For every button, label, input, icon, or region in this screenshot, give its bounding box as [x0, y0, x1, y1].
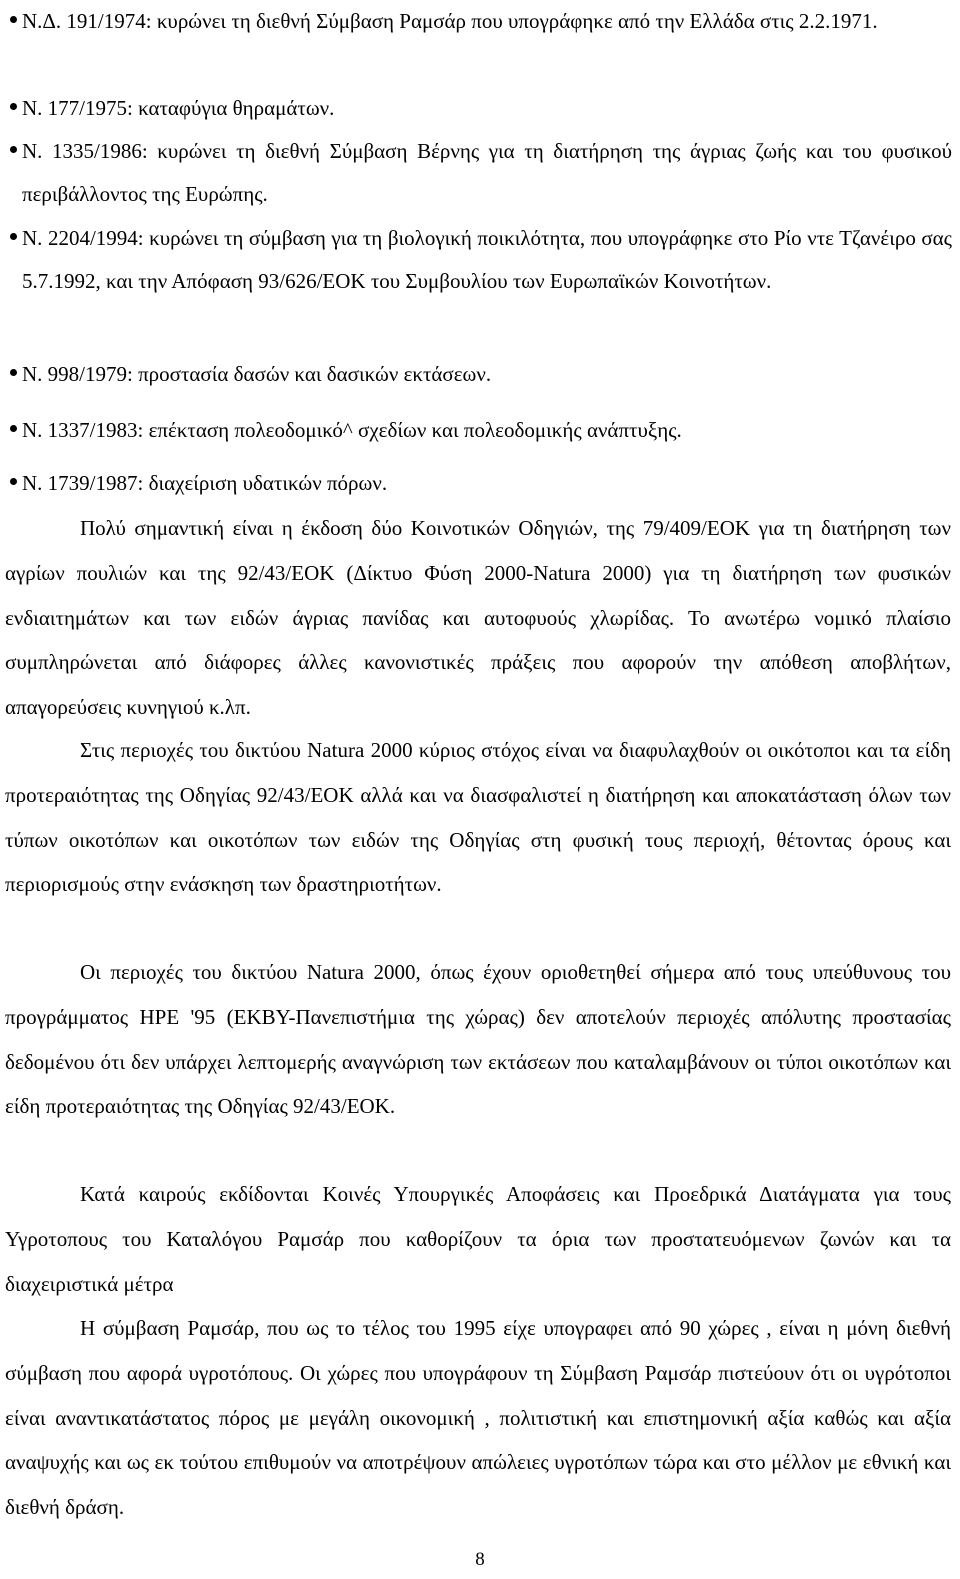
list-item-text: Ν. 1739/1987: διαχείριση υδατικών πόρων. — [22, 471, 388, 495]
paragraph-ministerial-decisions: Κατά καιρούς εκδίδονται Κοινές Υπουργικές Αποφάσεις και Προεδρικά Διατάγματα για τους Υγροτοπους του Καταλόγου Ραμσάρ που καθορίζουν τα όρια των προστατευόμενων ζωνών και τα διαχειριστικά μέτρα — [5, 1182, 951, 1296]
paragraph-natura-directives: Πολύ σημαντική είναι η έκδοση δύο Κοινοτικών Οδηγιών, της 79/409/ΕΟΚ για τη διατήρηση των αγρίων πουλιών και της 92/43/ΕΟΚ (Δίκτυο Φύση 2000-Natura 2000) για τη διατήρηση των φυσικών ενδιαιτημάτων και των ειδών άγριας πανίδας και αυτοφυούς χλωρίδας. Το ανωτέρω νομικό πλαίσιο συμπληρώνεται από διάφορες άλλες κανονιστικές πράξεις που αφορούν την απόθεση αποβλήτων, απαγορεύσεις κυνηγιού κ.λπ. — [5, 516, 951, 720]
bullet-icon — [10, 233, 17, 240]
paragraph-natura-areas: Οι περιοχές του δικτύου Natura 2000, όπως έχουν οριοθετηθεί σήμερα από τους υπεύθυνους του προγράμματος ΗΡΕ '95 (ΕΚΒΥ-Πανεπιστήμια της χώρας) δεν αποτελούν περιοχές απόλυτης προστασίας δεδομένου ότι δεν υπάρχει λεπτομερής αναγνώριση των εκτάσεων που καταλαμβάνουν οι τύποι οικοτόπων και είδη προτεραιότητας της Οδηγίας 92/43/ΕΟΚ. — [5, 960, 951, 1119]
list-item-text: Ν. 1335/1986: κυρώνει τη διεθνή Σύμβαση Βέρνης για τη διατήρηση της άγριας ζωής και του φυσικού περιβάλλοντος της Ευρώπης. — [22, 139, 952, 206]
list-item-text: Ν. 2204/1994: κυρώνει τη σύμβαση για τη βιολογική ποικιλότητα, που υπογράφηκε στο Ρίο ντε Τζανέιρο σας 5.7.1992, και την Απόφαση 93/626/ΕΟΚ του Συμβουλίου των Ευρωπαϊκών Κοινοτήτων. — [22, 226, 952, 293]
list-item-text: Ν. 1337/1983: επέκταση πολεοδομικό^ σχεδίων και πολεοδομικής ανάπτυξης. — [22, 418, 682, 442]
bullet-icon — [10, 369, 17, 376]
bullet-icon — [10, 478, 17, 485]
page-number: 8 — [475, 1549, 485, 1570]
bullet-icon — [10, 425, 17, 432]
paragraph-ramsar-convention: Η σύμβαση Ραμσάρ, που ως το τέλος του 1995 είχε υπογραφει από 90 χώρες , είναι η μόνη διεθνή σύμβαση που αφορά υγροτόπους. Οι χώρες που υπογράφουν τη Σύμβαση Ραμσάρ πιστεύουν ότι οι υγρότοποι είναι αναντικατάστατος πόρος με μεγάλη οικονομική , πολιτιστική και επιστημονική αξία καθώς και αξία αναψυχής και ως εκ τούτου επιθυμούν να αποτρέψουν απώλειες υγροτόπων τώρα και στο μέλλον με εθνική και διεθνή δράση. — [5, 1316, 951, 1520]
list-item-text: Ν.Δ. 191/1974: κυρώνει τη διεθνή Σύμβαση Ραμσάρ που υπογράφηκε από την Ελλάδα στις 2.2.1971. — [22, 9, 878, 33]
bullet-icon — [10, 146, 17, 153]
paragraph-natura-objectives: Στις περιοχές του δικτύου Natura 2000 κύριος στόχος είναι να διαφυλαχθούν οι οικότοποι και τα είδη προτεραιότητας της Οδηγίας 92/43/ΕΟΚ αλλά και να διασφαλιστεί η διατήρηση και αποκατάσταση όλων των τύπων οικοτόπων και οικοτόπων των ειδών της Οδηγίας στη φυσική τους περιοχή, θέτοντας όρους και περιορισμούς στην ενάσκηση των δραστηριοτήτων. — [5, 738, 951, 897]
bullet-icon — [10, 16, 17, 23]
list-item-text: Ν. 177/1975: καταφύγια θηραμάτων. — [22, 96, 335, 120]
bullet-icon — [10, 103, 17, 110]
list-item-text: Ν. 998/1979: προστασία δασών και δασικών εκτάσεων. — [22, 362, 492, 386]
